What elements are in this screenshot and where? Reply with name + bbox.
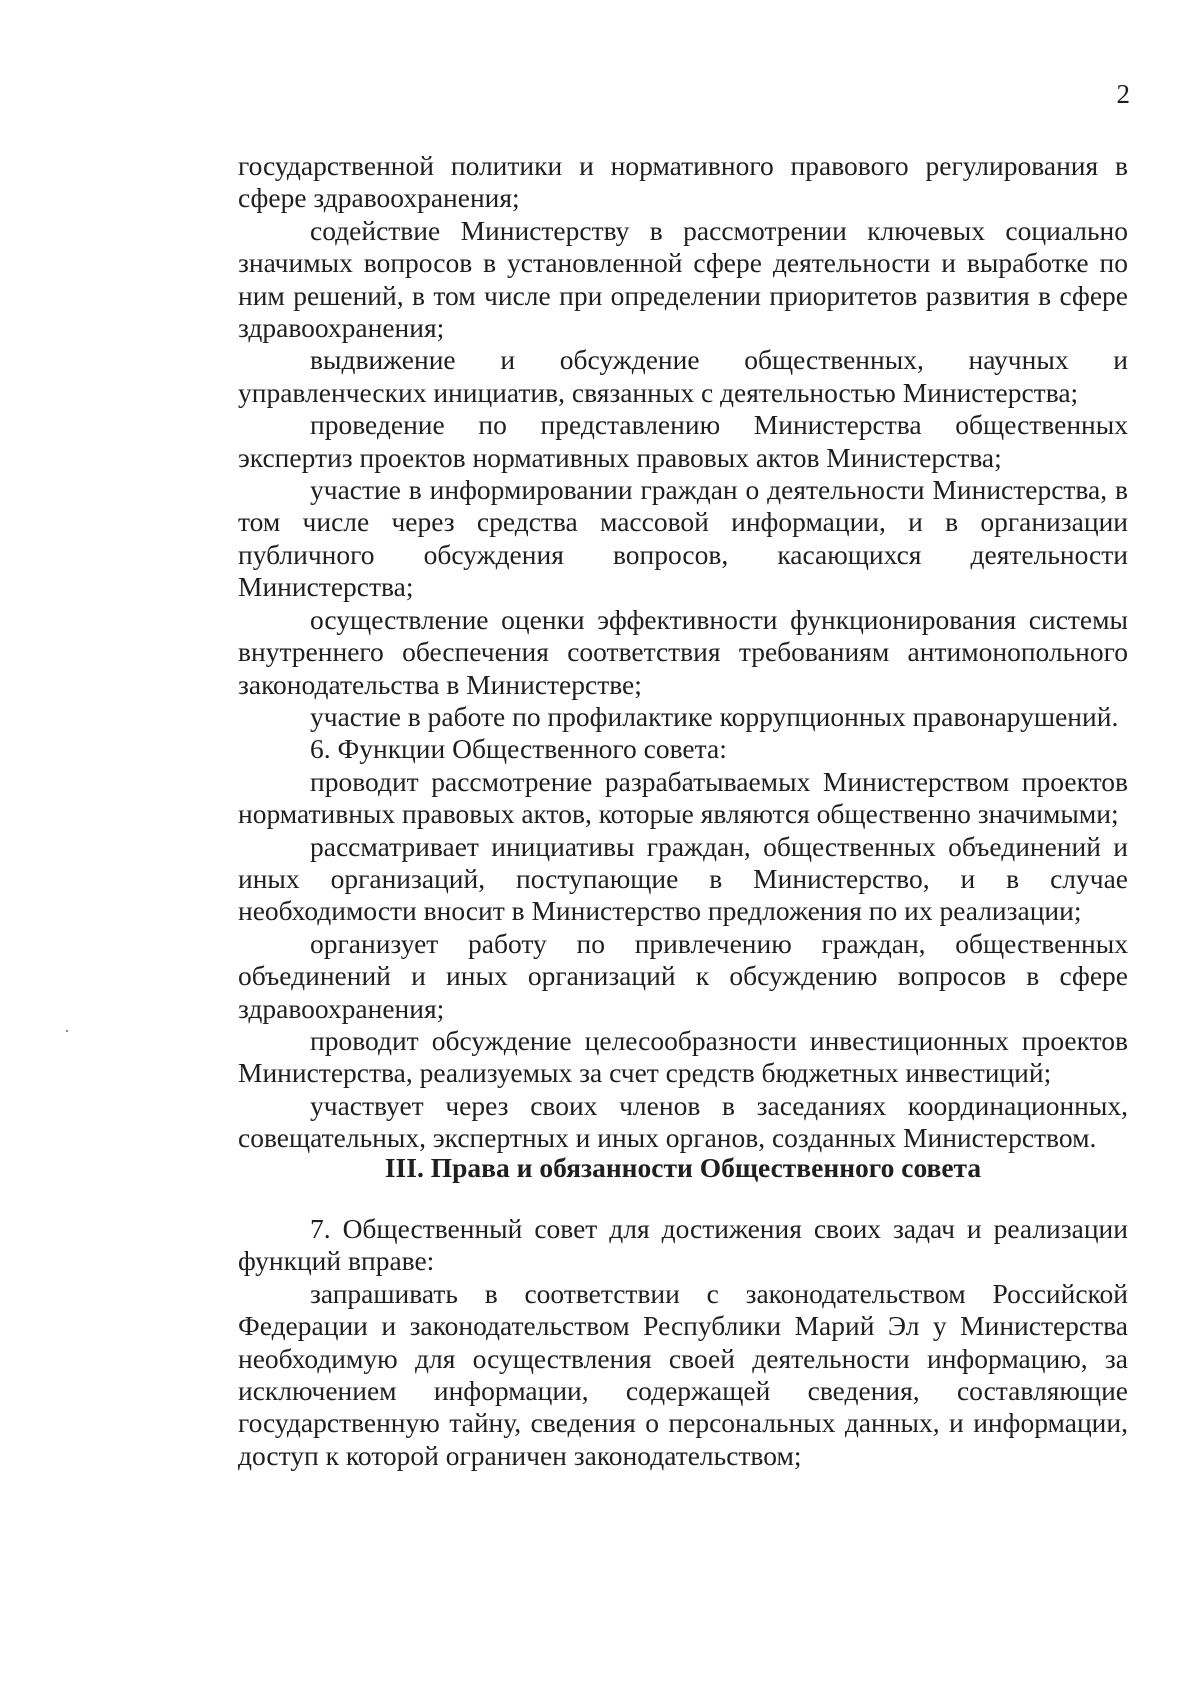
paragraph: государственной политики и нормативного правового регулирования в сфере здравоохранения;	[238, 150, 1128, 214]
paragraph: 7. Общественный совет для достижения своих задач и реализации функций вправе:	[238, 1213, 1128, 1277]
paragraph: проводит обсуждение целесообразности инвестиционных проектов Министерства, реализуемых за счет средств бюджетных инвестиций;	[238, 1024, 1128, 1089]
paragraph: осуществление оценки эффективности функционирования системы внутреннего обеспечения соответствия требованиям антимонопольного законодательства в Министерстве;	[238, 603, 1128, 700]
body-text-bottom	[238, 1213, 1128, 1472]
paragraph: проводит рассмотрение разрабатываемых Министерством проектов нормативных правовых актов, которые являются общественно значимыми;	[238, 765, 1128, 830]
paragraph: проведение по представлению Министерства общественных экспертиз проектов нормативных правовых актов Министерства;	[238, 409, 1128, 473]
paragraph: выдвижение и обсуждение общественных, научных и управленческих инициатив, связанных с деятельностью Министерства;	[238, 344, 1128, 408]
paragraph: запрашивать в соответствии с законодательством Российской Федерации и законодательством Республики Марий Эл у Министерства необходимую для осуществления своей деятельности информацию, за исключением информации, содержащей сведения, составляющие государственную тайну, сведения о персональных данных, и информации, доступ к которой ограничен законодательством;	[238, 1277, 1128, 1471]
page-number: 2	[1116, 79, 1130, 109]
paragraph: организует работу по привлечению граждан, общественных объединений и иных организаций к обсуждению вопросов в сфере здравоохранения;	[238, 927, 1128, 1024]
paragraph: участие в работе по профилактике коррупционных правонарушений.	[310, 700, 1119, 732]
paragraph: рассматривает инициативы граждан, общественных объединений и иных организаций, поступающие в Министерство, и в случае необходимости вносит в Министерство предложения по их реализации;	[238, 830, 1128, 927]
margin-speck	[66, 1030, 68, 1032]
clause-heading: 6. Функции Общественного совета:	[310, 733, 727, 765]
body-text-top	[238, 150, 1128, 1155]
paragraph: содействие Министерству в рассмотрении ключевых социально значимых вопросов в установленной сфере деятельности и выработке по ним решений, в том числе при определении приоритетов развития в сфере здравоохранения;	[238, 214, 1128, 344]
paragraph: участие в информировании граждан о деятельности Министерства, в том числе через средства массовой информации, и в организации публичного обсуждения вопросов, касающихся деятельности Министерства;	[238, 474, 1128, 603]
section-heading: III. Права и обязанности Общественного совета	[384, 1152, 982, 1183]
paragraph: участвует через своих членов в заседаниях координационных, совещательных, экспертных и иных органов, созданных Министерством.	[238, 1089, 1128, 1154]
